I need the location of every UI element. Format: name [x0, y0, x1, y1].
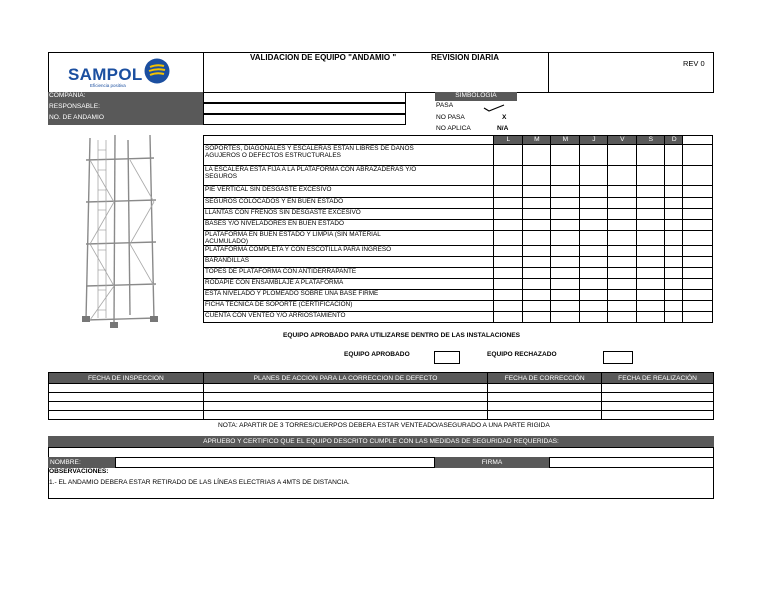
check-cell[interactable]	[494, 198, 523, 209]
approval-title: EQUIPO APROBADO PARA UTILIZARSE DENTRO DE LAS INSTALACIONES	[283, 332, 521, 339]
check-cell[interactable]	[608, 279, 637, 290]
firma-field[interactable]	[549, 457, 714, 468]
actions-header-row	[49, 373, 714, 384]
checklist-item-label: ESTA NIVELADO Y PLOMEADO SOBRE UNA BASE FIRME	[204, 290, 494, 301]
check-cell[interactable]	[608, 209, 637, 220]
check-cell[interactable]	[683, 231, 713, 246]
checklist-row	[204, 231, 713, 246]
checklist-row	[204, 198, 713, 209]
observacion-1: 1.- EL ANDAMIO DEBERA ESTAR RETIRADO DE LAS LÍNEAS ELECTRIAS A 4MTS DE DISTANCIA.	[49, 479, 350, 486]
checklist-row	[204, 312, 713, 323]
check-cell[interactable]	[579, 279, 608, 290]
form-subtitle: REVISION DIARIA	[431, 53, 500, 62]
revision-label: REV 0	[683, 59, 705, 68]
check-cell[interactable]	[579, 166, 608, 186]
checklist-item-label: TOPES DE PLATAFORMA CON ANTIDERRAPANTE	[204, 268, 494, 279]
check-cell[interactable]	[608, 198, 637, 209]
check-cell[interactable]	[636, 301, 665, 312]
check-cell[interactable]	[683, 257, 713, 268]
check-cell[interactable]	[551, 301, 580, 312]
check-cell[interactable]	[683, 290, 713, 301]
cell[interactable]	[488, 384, 602, 393]
check-cell[interactable]	[665, 301, 683, 312]
check-cell[interactable]	[608, 290, 637, 301]
check-cell[interactable]	[494, 268, 523, 279]
responsable-field[interactable]	[203, 103, 406, 114]
check-cell[interactable]	[522, 166, 551, 186]
scaffold-image	[70, 130, 180, 330]
check-cell[interactable]	[636, 290, 665, 301]
checklist-row	[204, 220, 713, 231]
check-cell[interactable]	[522, 231, 551, 246]
checklist-item-label: SEGUROS COLOCADOS Y EN BUEN ESTADO	[204, 198, 494, 209]
check-cell[interactable]	[665, 257, 683, 268]
check-cell[interactable]	[608, 166, 637, 186]
check-cell[interactable]	[665, 198, 683, 209]
actions-row	[49, 402, 714, 411]
observaciones-label: OBSERVACIONES:	[49, 468, 109, 475]
check-cell[interactable]	[665, 231, 683, 246]
check-cell[interactable]	[608, 257, 637, 268]
checklist-item-label: SOPORTES, DIAGONALES Y ESCALERAS ESTAN LIBRES DE DAÑOS AGUJEROS O DEFECTOS ESTRUCTURALES	[204, 145, 494, 166]
cell[interactable]	[203, 384, 488, 393]
check-cell[interactable]	[608, 268, 637, 279]
check-cell[interactable]	[494, 220, 523, 231]
day-header: M	[551, 136, 580, 145]
day-header: M	[522, 136, 551, 145]
actions-table	[48, 372, 714, 420]
check-cell[interactable]	[683, 209, 713, 220]
legend-pasa: PASA	[436, 102, 454, 109]
checklist-item-label: PLATAFORMA COMPLETA Y CON ESCOTILLA PARA INGRESO	[204, 246, 494, 257]
checklist-header-blank	[204, 136, 494, 145]
approved-label: EQUIPO APROBADO	[344, 351, 410, 358]
check-cell[interactable]	[522, 145, 551, 166]
actions-row	[49, 411, 714, 420]
check-cell[interactable]	[494, 186, 523, 198]
check-cell[interactable]	[494, 279, 523, 290]
check-cell[interactable]	[551, 166, 580, 186]
day-header: D	[665, 136, 683, 145]
check-cell[interactable]	[522, 290, 551, 301]
nombre-field[interactable]	[115, 457, 435, 468]
check-cell[interactable]	[579, 268, 608, 279]
check-cell[interactable]	[636, 257, 665, 268]
check-cell[interactable]	[579, 301, 608, 312]
cell[interactable]	[602, 384, 714, 393]
check-cell[interactable]	[608, 145, 637, 166]
compania-field[interactable]	[203, 92, 406, 103]
check-cell[interactable]	[522, 186, 551, 198]
approved-checkbox[interactable]	[434, 351, 460, 364]
check-cell[interactable]	[636, 166, 665, 186]
cell[interactable]	[49, 384, 204, 393]
day-header: L	[494, 136, 523, 145]
header-fecha-realizacion: FECHA DE REALIZACIÓN	[602, 373, 714, 384]
company-tagline: Eficiencia positiva	[90, 83, 126, 88]
checklist-row	[204, 301, 713, 312]
check-cell[interactable]	[636, 268, 665, 279]
check-cell[interactable]	[636, 279, 665, 290]
legend-no-aplica-symbol: N/A	[497, 125, 509, 132]
checklist-row	[204, 166, 713, 186]
check-cell[interactable]	[665, 268, 683, 279]
checklist-row	[204, 209, 713, 220]
header-fecha-inspeccion: FECHA DE INSPECCION	[49, 373, 204, 384]
cell[interactable]	[602, 402, 714, 411]
check-cell[interactable]	[522, 301, 551, 312]
actions-row	[49, 384, 714, 393]
check-cell[interactable]	[579, 209, 608, 220]
checklist-row	[204, 246, 713, 257]
checklist-table	[203, 135, 713, 323]
check-cell[interactable]	[579, 231, 608, 246]
check-cell[interactable]	[665, 186, 683, 198]
day-header: S	[636, 136, 665, 145]
day-header: J	[579, 136, 608, 145]
check-cell[interactable]	[665, 279, 683, 290]
check-cell[interactable]	[608, 220, 637, 231]
check-cell[interactable]	[579, 257, 608, 268]
checklist-row	[204, 257, 713, 268]
form-title: VALIDACION DE EQUIPO "ANDAMIO "	[250, 53, 397, 62]
check-cell[interactable]	[636, 312, 665, 323]
check-cell[interactable]	[494, 145, 523, 166]
check-cell[interactable]	[665, 220, 683, 231]
check-cell[interactable]	[608, 301, 637, 312]
responsable-label: RESPONSABLE:	[48, 103, 204, 114]
check-cell[interactable]	[551, 198, 580, 209]
nota-label: NOTA: APARTIR DE 3 TORRES/CUERPOS DEBERA ESTAR VENTEADO/ASEGURADO A UNA PARTE RIGIDA	[218, 422, 550, 429]
company-logo	[66, 56, 176, 90]
header-fecha-correccion: FECHA DE CORRECCIÓN	[488, 373, 602, 384]
legend-no-pasa: NO PASA	[436, 114, 465, 121]
check-cell[interactable]	[608, 231, 637, 246]
check-cell[interactable]	[579, 312, 608, 323]
check-cell[interactable]	[551, 279, 580, 290]
checklist-item-label: BARANDILLAS	[204, 257, 494, 268]
check-cell[interactable]	[551, 290, 580, 301]
actions-row	[49, 393, 714, 402]
nota-text	[218, 422, 550, 430]
checklist-row	[204, 268, 713, 279]
legend-title: SIMBOLOGIA	[435, 92, 517, 101]
cell[interactable]	[488, 411, 602, 420]
check-cell[interactable]	[551, 268, 580, 279]
compania-label: COMPAÑIA:	[48, 92, 204, 103]
rev-divider	[548, 52, 549, 93]
check-cell[interactable]	[551, 257, 580, 268]
check-cell[interactable]	[494, 301, 523, 312]
check-cell[interactable]	[579, 220, 608, 231]
day-header-extra	[683, 136, 713, 145]
check-cell[interactable]	[522, 279, 551, 290]
check-cell[interactable]	[608, 246, 637, 257]
cell[interactable]	[488, 402, 602, 411]
check-cell[interactable]	[683, 312, 713, 323]
check-cell[interactable]	[665, 209, 683, 220]
legend-no-aplica: NO APLICA	[436, 125, 471, 132]
check-cell[interactable]	[494, 257, 523, 268]
checklist-item-label: BASES Y/O NIVELADORES EN BUEN ESTADO	[204, 220, 494, 231]
checklist-item-label: RODAPIE CON ENSAMBLAJE A PLATAFORMA	[204, 279, 494, 290]
no-andamio-field[interactable]	[203, 114, 406, 125]
checklist-item-label: LA ESCALERA ESTA FIJA A LA PLATAFORMA CON ABRAZADERAS Y/O SEGUROS	[204, 166, 494, 186]
check-cell[interactable]	[683, 145, 713, 166]
check-cell[interactable]	[683, 186, 713, 198]
check-cell[interactable]	[551, 312, 580, 323]
checkmark-icon	[483, 104, 505, 112]
checklist-item-label: PLATAFORMA EN BUEN ESTADO Y LIMPIA (SIN MATERIAL ACUMULADO)	[204, 231, 494, 246]
check-cell[interactable]	[636, 231, 665, 246]
check-cell[interactable]	[636, 209, 665, 220]
check-cell[interactable]	[683, 166, 713, 186]
certify-banner: APRUEBO Y CERTIFICO QUE EL EQUIPO DESCRITO CUMPLE CON LAS MEDIDAS DE SEGURIDAD REQUERIDAS:	[48, 436, 714, 447]
cell[interactable]	[602, 393, 714, 402]
check-cell[interactable]	[494, 209, 523, 220]
check-cell[interactable]	[636, 220, 665, 231]
check-cell[interactable]	[551, 145, 580, 166]
cell[interactable]	[488, 393, 602, 402]
check-cell[interactable]	[683, 198, 713, 209]
cell[interactable]	[203, 411, 488, 420]
check-cell[interactable]	[494, 231, 523, 246]
check-cell[interactable]	[494, 312, 523, 323]
check-cell[interactable]	[551, 231, 580, 246]
cell[interactable]	[203, 402, 488, 411]
legend-no-pasa-symbol: X	[502, 114, 507, 121]
checklist-item-label: PIE VERTICAL SIN DESGASTE EXCESIVO	[204, 186, 494, 198]
firma-label: FIRMA	[435, 457, 549, 468]
check-cell[interactable]	[522, 198, 551, 209]
check-cell[interactable]	[522, 268, 551, 279]
check-cell[interactable]	[579, 246, 608, 257]
check-cell[interactable]	[551, 186, 580, 198]
cell[interactable]	[49, 393, 204, 402]
no-andamio-label: NO. DE ANDAMIO	[48, 114, 204, 125]
check-cell[interactable]	[636, 198, 665, 209]
cell[interactable]	[49, 402, 204, 411]
check-cell[interactable]	[494, 290, 523, 301]
check-cell[interactable]	[683, 279, 713, 290]
header-planes-accion: PLANES DE ACCION PARA LA CORRECCION DE DEFECTO	[203, 373, 488, 384]
checklist-item-label: CUENTA CON VENTEO Y/O ARRIOSTAMIENTO	[204, 312, 494, 323]
logo-emblem-icon	[144, 58, 170, 84]
check-cell[interactable]	[665, 166, 683, 186]
check-cell[interactable]	[665, 312, 683, 323]
checklist-row	[204, 145, 713, 166]
check-cell[interactable]	[494, 246, 523, 257]
check-cell[interactable]	[579, 290, 608, 301]
check-cell[interactable]	[579, 145, 608, 166]
nombre-label: NOMBRE:	[48, 457, 115, 468]
checklist-header-row	[204, 136, 713, 145]
check-cell[interactable]	[636, 186, 665, 198]
check-cell[interactable]	[608, 312, 637, 323]
rejected-checkbox[interactable]	[603, 351, 633, 364]
check-cell[interactable]	[665, 145, 683, 166]
check-cell[interactable]	[665, 246, 683, 257]
check-cell[interactable]	[608, 186, 637, 198]
check-cell[interactable]	[683, 220, 713, 231]
check-cell[interactable]	[522, 209, 551, 220]
cell[interactable]	[49, 411, 204, 420]
company-name: SAMPOL	[68, 65, 143, 84]
check-cell[interactable]	[683, 268, 713, 279]
checklist-item-label: FICHA TECNICA DE SOPORTE (CERTIFICACION)	[204, 301, 494, 312]
check-cell[interactable]	[683, 301, 713, 312]
rejected-label: EQUIPO RECHAZADO	[487, 351, 557, 358]
check-cell[interactable]	[494, 166, 523, 186]
check-cell[interactable]	[579, 198, 608, 209]
checklist-row	[204, 279, 713, 290]
check-cell[interactable]	[522, 246, 551, 257]
cell[interactable]	[203, 393, 488, 402]
cell[interactable]	[602, 411, 714, 420]
check-cell[interactable]	[522, 220, 551, 231]
checklist-row	[204, 186, 713, 198]
check-cell[interactable]	[636, 145, 665, 166]
check-cell[interactable]	[522, 312, 551, 323]
signature-frame	[48, 447, 714, 499]
check-cell[interactable]	[522, 257, 551, 268]
checklist-row	[204, 290, 713, 301]
checklist-item-label: LLANTAS CON FRENOS SIN DESGASTE EXCESIVO	[204, 209, 494, 220]
check-cell[interactable]	[579, 186, 608, 198]
check-cell[interactable]	[551, 246, 580, 257]
logo-divider	[203, 52, 204, 93]
day-header: V	[608, 136, 637, 145]
check-cell[interactable]	[636, 246, 665, 257]
check-cell[interactable]	[551, 209, 580, 220]
check-cell[interactable]	[683, 246, 713, 257]
check-cell[interactable]	[551, 220, 580, 231]
check-cell[interactable]	[665, 290, 683, 301]
